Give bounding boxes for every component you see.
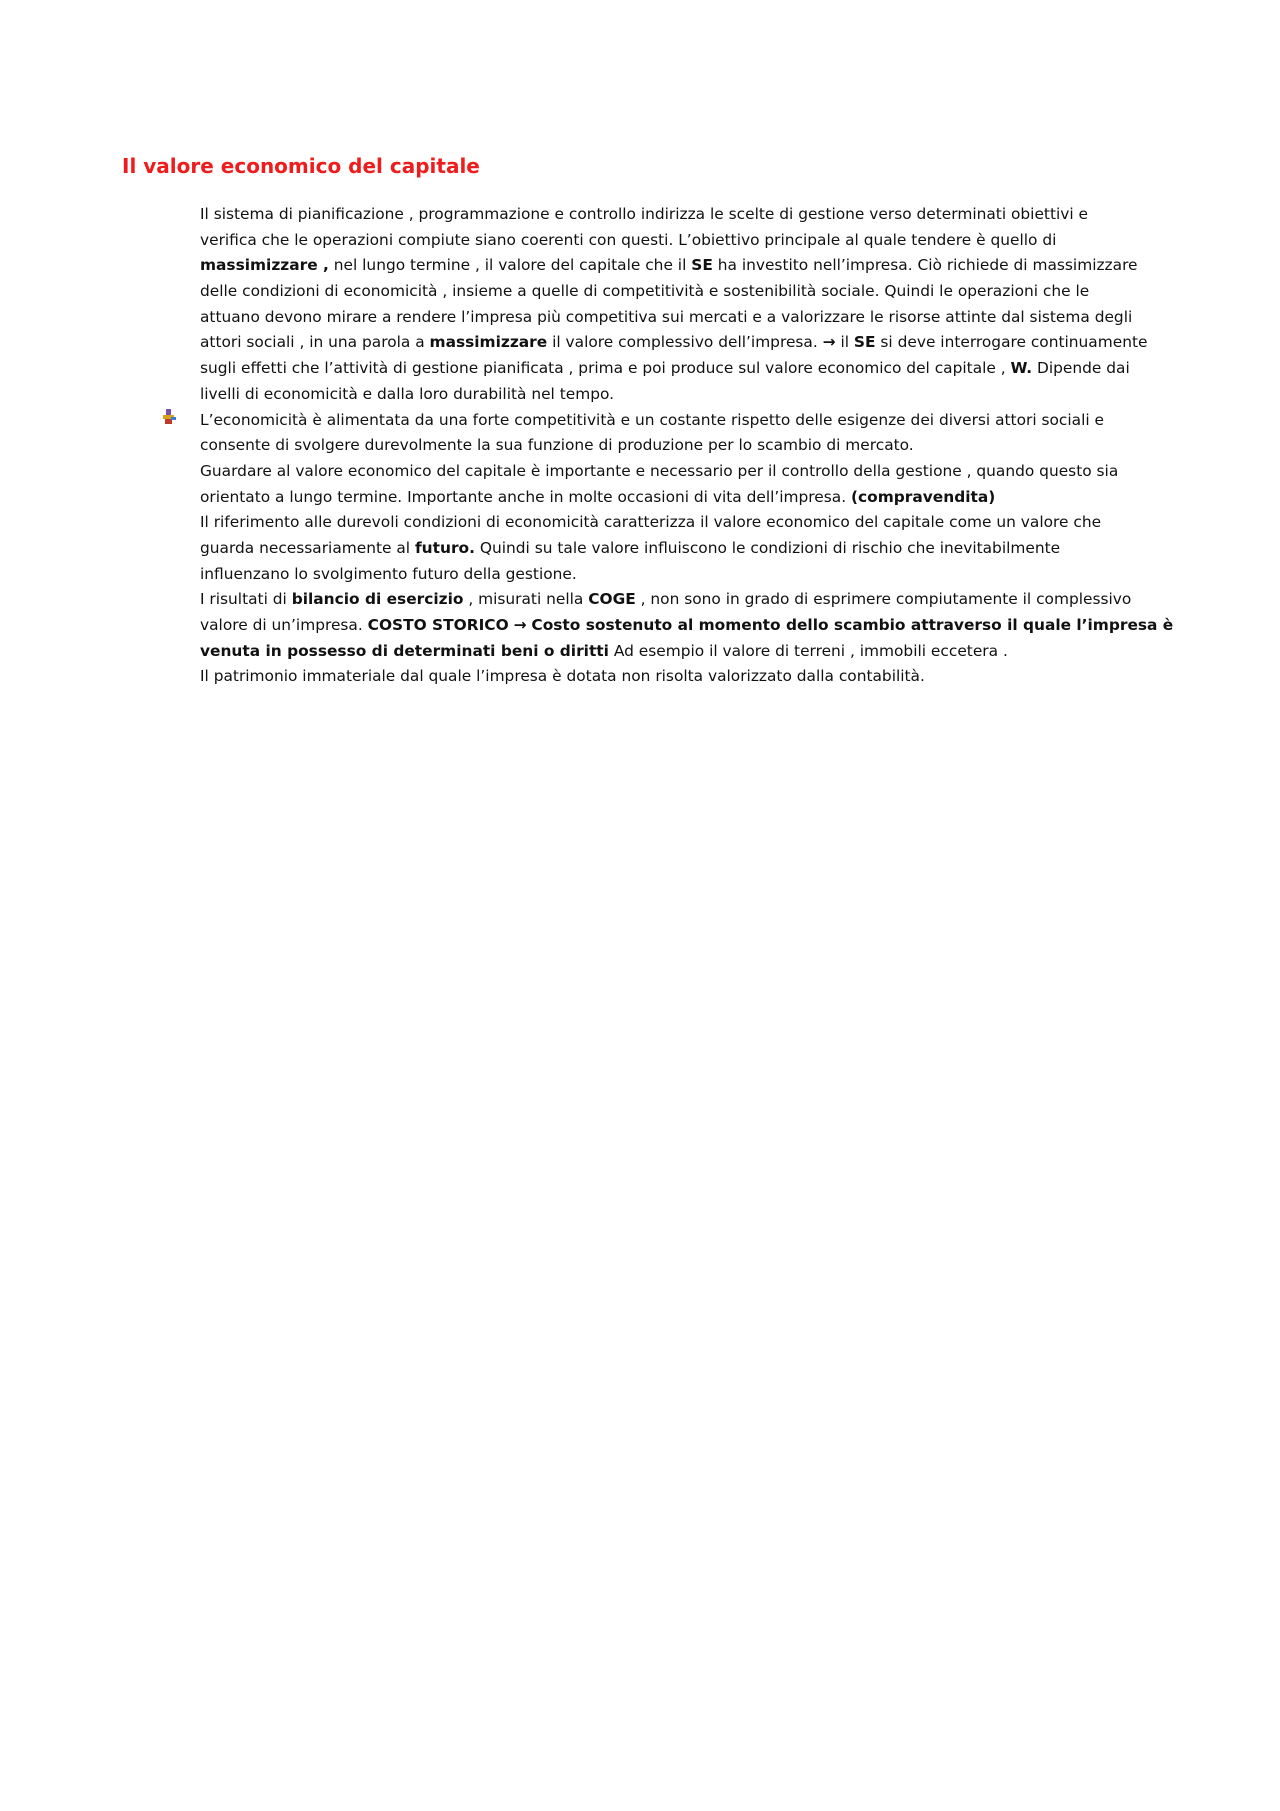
text-run: SE: [853, 333, 876, 352]
text-run: Il patrimonio immateriale dal quale l’impresa è dotata non risolta valorizzato dalla contabilità.: [200, 667, 925, 686]
text-run: L’economicità è alimentata da una forte competitività e un costante rispetto delle esigenze dei diversi attori sociali e: [200, 410, 1105, 429]
text-line: [200, 664, 1180, 690]
text-run: si deve interrogare continuamente: [875, 333, 1148, 352]
text-run: SE: [691, 256, 713, 275]
text-run: (compravendita): [851, 487, 996, 506]
text-line: [200, 356, 1180, 382]
text-run: , non sono in grado di esprimere compiutamente il complessivo: [635, 590, 1132, 609]
text-run: massimizzare: [429, 333, 548, 352]
text-run: delle condizioni di economicità , insieme a quelle di competitività e sostenibilità sociale. Quindi le operazioni che le: [200, 282, 1090, 301]
text-line: [200, 485, 1180, 511]
text-line: [200, 613, 1180, 639]
text-line: [200, 253, 1180, 279]
text-run: venuta in possesso di determinati beni o diritti: [200, 641, 609, 660]
text-line: [200, 305, 1180, 331]
text-run: sugli effetti che l’attività di gestione pianificata , prima e poi produce sul valore economico del capitale ,: [200, 359, 1011, 378]
text-run: , misurati nella: [463, 590, 589, 609]
text-run: Dipende dai: [1032, 359, 1130, 378]
arrow-icon: →: [822, 333, 836, 352]
text-line: [200, 228, 1180, 254]
bullet-icon: [160, 408, 178, 426]
text-run: nel lungo termine , il valore del capitale che il: [328, 256, 692, 275]
text-run: verifica che le operazioni compiute siano coerenti con questi. L’obiettivo principale al quale tendere è quello di: [200, 230, 1057, 249]
text-run: COSTO STORICO: [367, 616, 509, 634]
text-run: bilancio di esercizio: [291, 590, 464, 609]
text-run: il: [835, 333, 854, 352]
text-run: livelli di economicità e dalla loro durabilità nel tempo.: [200, 384, 615, 403]
text-run: Guardare al valore economico del capitale è importante e necessario per il controllo della gestione , quando questo sia: [200, 461, 1119, 480]
text-line: [200, 382, 1180, 408]
text-line: [200, 330, 1180, 356]
text-line: [200, 408, 1180, 434]
text-line: [200, 510, 1180, 536]
page-title: Il valore economico del capitale: [122, 154, 480, 178]
text-run: I risultati di: [200, 590, 292, 609]
text-run: futuro.: [414, 538, 475, 557]
text-run: consente di svolgere durevolmente la sua funzione di produzione per lo scambio di mercato.: [200, 436, 914, 455]
text-run: massimizzare ,: [200, 256, 329, 275]
text-run: influenzano lo svolgimento futuro della gestione.: [200, 564, 577, 583]
text-run: valore di un’impresa.: [200, 616, 368, 634]
body-text: [200, 202, 1180, 690]
text-line: [200, 459, 1180, 485]
text-line: [200, 433, 1180, 459]
text-run: orientato a lungo termine. Importante anche in molte occasioni di vita dell’impresa.: [200, 487, 851, 506]
text-run: Costo sostenuto al momento dello scambio attraverso il quale l’impresa è: [531, 616, 1174, 634]
text-run: Il riferimento alle durevoli condizioni di economicità caratterizza il valore economico del capitale come un valore che: [200, 513, 1102, 532]
text-line: [200, 202, 1180, 228]
text-run: attuano devono mirare a rendere l’impresa più competitiva sui mercati e a valorizzare le risorse attinte dal sistema degli: [200, 307, 1133, 326]
text-run: COGE: [588, 590, 636, 609]
arrow-icon: →: [513, 616, 527, 634]
text-line: [200, 279, 1180, 305]
text-line: [200, 639, 1180, 665]
text-run: il valore complessivo dell’impresa.: [547, 333, 823, 352]
text-line: [200, 536, 1180, 562]
text-line: [200, 587, 1180, 613]
text-run: W.: [1010, 359, 1033, 378]
text-line: [200, 562, 1180, 588]
text-run: attori sociali , in una parola a: [200, 333, 430, 352]
text-run: guarda necessariamente al: [200, 538, 415, 557]
text-run: ha investito nell’impresa. Ciò richiede di massimizzare: [712, 256, 1138, 275]
text-run: Quindi su tale valore influiscono le condizioni di rischio che inevitabilmente: [474, 538, 1061, 557]
text-run: Il sistema di pianificazione , programmazione e controllo indirizza le scelte di gestione verso determinati obiettivi e: [200, 205, 1089, 223]
text-run: Ad esempio il valore di terreni , immobili eccetera .: [608, 641, 1008, 660]
